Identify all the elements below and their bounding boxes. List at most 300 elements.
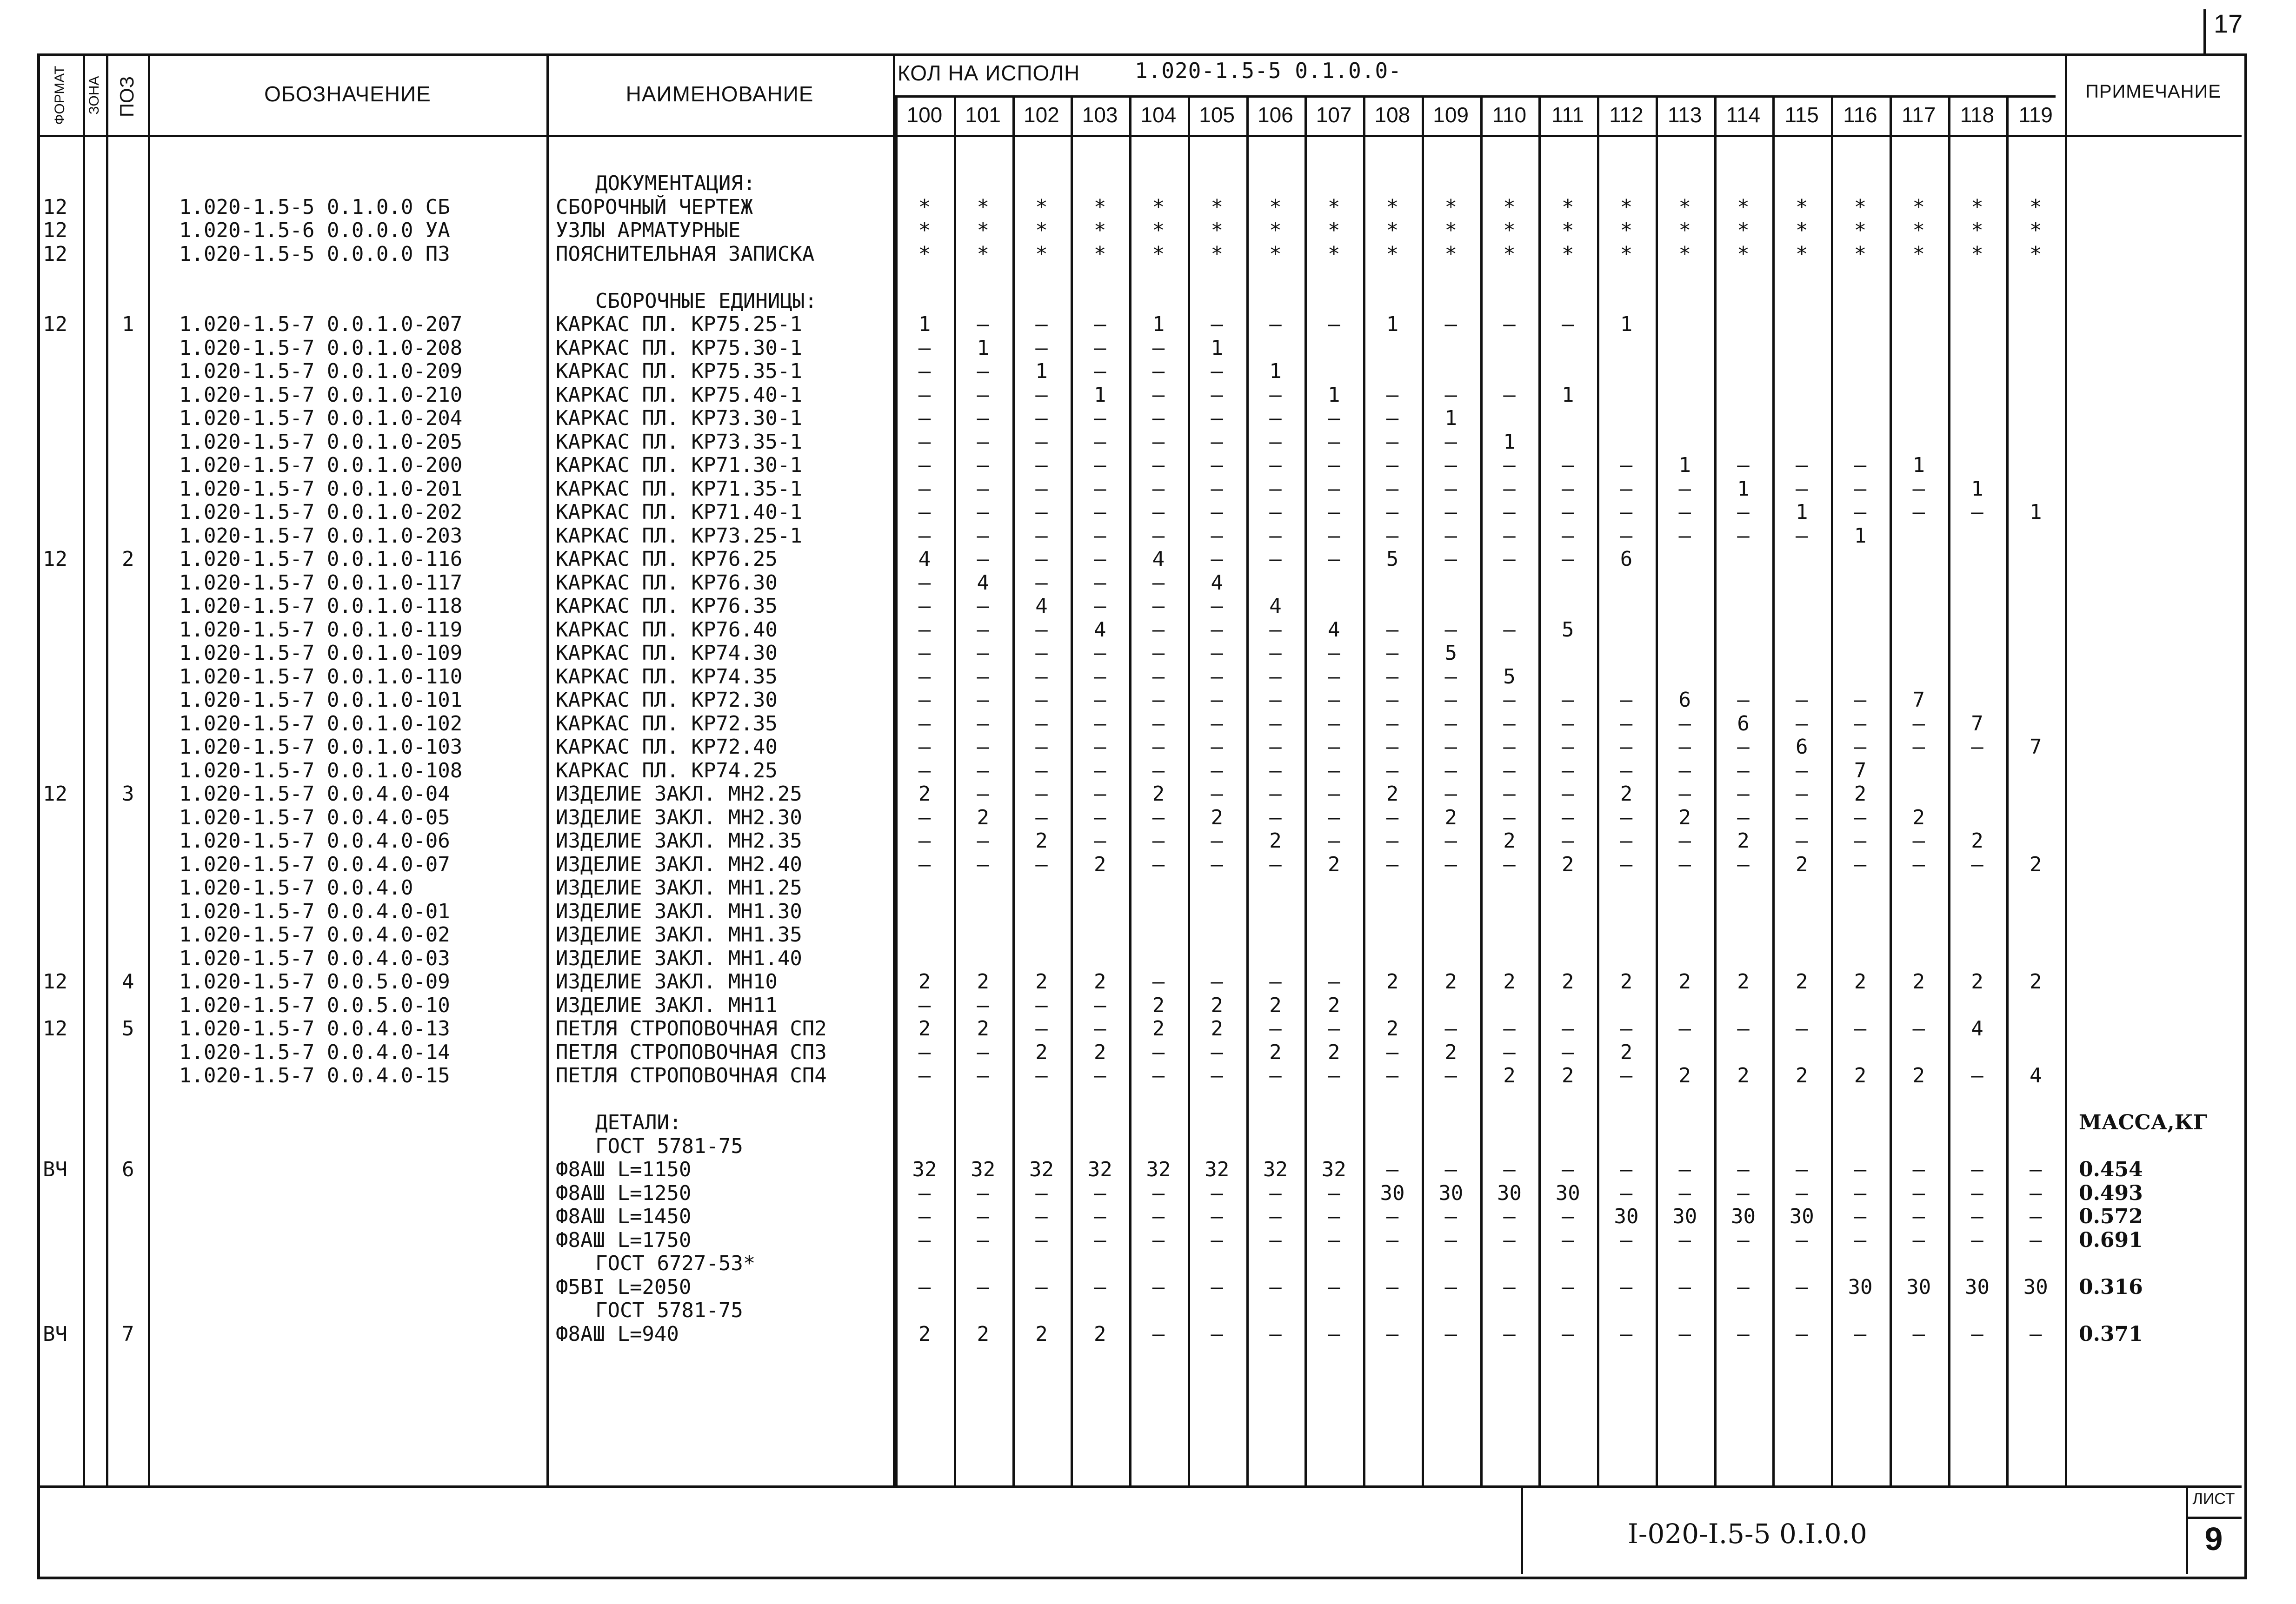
row-qty-cell: –	[1328, 1322, 1340, 1346]
row-qty-cell: –	[1562, 688, 1574, 712]
row-qty-cell: –	[1269, 547, 1282, 571]
row-qty-cell: –	[1152, 1040, 1165, 1064]
row-position: 1	[122, 312, 134, 336]
row-qty-cell: 2	[1678, 970, 1691, 994]
row-qty-cell: –	[1035, 1205, 1048, 1228]
row-qty-cell: *	[1269, 219, 1282, 242]
row-qty-cell: –	[1094, 711, 1106, 736]
row-qty-cell: *	[1796, 195, 1808, 219]
row-qty-cell: 32	[1146, 1158, 1171, 1181]
row-designation: 1.020-1.5-7 0.0.1.0-110	[179, 664, 463, 689]
row-qty-cell: –	[1269, 430, 1282, 454]
row-qty-cell: –	[1444, 430, 1457, 454]
row-qty-cell: –	[1094, 829, 1106, 853]
row-qty-cell: 4	[1035, 594, 1048, 618]
row-qty-cell: –	[1386, 383, 1399, 407]
row-qty-cell: –	[977, 547, 989, 571]
row-qty-cell: –	[1737, 735, 1750, 759]
row-note: 0.572	[2079, 1205, 2143, 1228]
row-qty-cell: –	[1796, 782, 1808, 806]
row-qty-cell: –	[1386, 1158, 1399, 1181]
row-qty-cell: –	[1269, 1228, 1282, 1252]
row-qty-cell: 4	[1094, 617, 1106, 642]
row-qty-cell: –	[1562, 524, 1574, 548]
row-qty-cell: –	[1386, 664, 1399, 689]
row-qty-cell: –	[1152, 852, 1165, 876]
row-qty-cell: –	[1971, 500, 1983, 524]
row-qty-cell: –	[1152, 1275, 1165, 1299]
row-name: СБОРОЧНЫЙ ЧЕРТЕЖ	[556, 195, 753, 219]
row-designation: 1.020-1.5-7 0.0.5.0-09	[179, 970, 450, 994]
row-qty-cell: –	[1386, 805, 1399, 829]
row-qty-cell: –	[1094, 547, 1106, 571]
row-qty-cell: 30	[1731, 1205, 1756, 1228]
row-qty-cell: –	[1152, 664, 1165, 689]
row-qty-cell: 4	[1211, 570, 1223, 595]
row-qty-cell: –	[1444, 1017, 1457, 1041]
row-qty-cell: –	[2030, 1158, 2042, 1181]
row-qty-cell: –	[1678, 1275, 1691, 1299]
row-designation: 1.020-1.5-5 0.1.0.0 СБ	[179, 195, 450, 219]
row-qty-cell: –	[918, 1228, 931, 1252]
row-designation: 1.020-1.5-7 0.0.1.0-204	[179, 406, 463, 430]
row-qty-cell: 1	[1094, 383, 1106, 407]
row-designation: 1.020-1.5-7 0.0.4.0-03	[179, 946, 450, 970]
row-qty-cell: –	[1152, 430, 1165, 454]
row-qty-cell: –	[977, 993, 989, 1017]
row-qty-cell: –	[1503, 477, 1516, 501]
row-qty-cell: –	[918, 688, 931, 712]
row-qty-cell: 2	[1094, 970, 1106, 994]
row-designation: 1.020-1.5-7 0.0.1.0-118	[179, 594, 463, 618]
row-qty-cell: –	[1386, 1322, 1399, 1346]
row-qty-cell: –	[1854, 688, 1867, 712]
row-qty-cell: –	[1444, 852, 1457, 876]
row-qty-cell: –	[1737, 1322, 1750, 1346]
row-qty-cell: 2	[1971, 829, 1983, 853]
row-qty-cell: 4	[977, 570, 989, 595]
row-qty-cell: –	[1737, 688, 1750, 712]
row-qty-cell: 2	[1269, 829, 1282, 853]
row-qty-cell: *	[1796, 242, 1808, 266]
row-qty-cell: –	[1269, 735, 1282, 759]
row-qty-cell: –	[1211, 359, 1223, 383]
variant-header: 117	[1901, 103, 1936, 127]
row-qty-cell: *	[1152, 219, 1165, 242]
row-qty-cell: –	[1035, 1064, 1048, 1087]
row-qty-cell: –	[1796, 1181, 1808, 1205]
row-qty-cell: –	[1562, 1158, 1574, 1181]
row-qty-cell: 2	[977, 805, 989, 829]
row-qty-cell: –	[1678, 782, 1691, 806]
sheet-number: 9	[2204, 1521, 2223, 1557]
row-qty-cell: 30	[1438, 1181, 1464, 1205]
row-qty-cell: –	[1211, 1228, 1223, 1252]
row-qty-cell: –	[1562, 1205, 1574, 1228]
row-qty-cell: –	[977, 782, 989, 806]
row-qty-cell: –	[1035, 664, 1048, 689]
row-qty-cell: –	[918, 1181, 931, 1205]
row-qty-cell: –	[1328, 758, 1340, 782]
row-qty-cell: –	[1444, 1322, 1457, 1346]
row-designation: 1.020-1.5-7 0.0.1.0-203	[179, 524, 463, 548]
row-qty-cell: –	[1971, 852, 1983, 876]
row-qty-cell: –	[1796, 1158, 1808, 1181]
row-qty-cell: –	[1854, 1181, 1867, 1205]
row-qty-cell: –	[1094, 641, 1106, 665]
row-qty-cell: *	[1386, 195, 1399, 219]
row-qty-cell: –	[1796, 805, 1808, 829]
row-qty-cell: *	[1737, 219, 1750, 242]
row-qty-cell: –	[1854, 453, 1867, 477]
row-qty-cell: –	[977, 383, 989, 407]
row-qty-cell: –	[918, 711, 931, 736]
row-qty-cell: –	[1444, 524, 1457, 548]
header-format: ФОРМАТ	[52, 66, 67, 125]
row-qty-cell: 32	[1321, 1158, 1346, 1181]
row-qty-cell: –	[1503, 688, 1516, 712]
row-name: ГОСТ 5781-75	[595, 1134, 743, 1158]
row-qty-cell: –	[1562, 500, 1574, 524]
row-qty-cell: –	[1678, 735, 1691, 759]
row-qty-cell: 30	[1789, 1205, 1814, 1228]
row-qty-cell: –	[1211, 453, 1223, 477]
row-qty-cell: *	[1912, 219, 1925, 242]
row-qty-cell: –	[1444, 1158, 1457, 1181]
row-qty-cell: *	[2030, 195, 2042, 219]
row-designation: 1.020-1.5-7 0.0.1.0-208	[179, 336, 463, 360]
row-name: КАРКАС ПЛ. КР75.35-1	[556, 359, 802, 383]
row-qty-cell: –	[1503, 453, 1516, 477]
row-qty-cell: 2	[1094, 852, 1106, 876]
row-qty-cell: –	[1854, 500, 1867, 524]
row-name: КАРКАС ПЛ. КР75.25-1	[556, 312, 802, 336]
row-qty-cell: 2	[1328, 1040, 1340, 1064]
row-qty-cell: –	[1971, 1322, 1983, 1346]
row-qty-cell: 1	[1854, 524, 1867, 548]
header-mid-line	[893, 95, 2056, 98]
row-qty-cell: 2	[1737, 1064, 1750, 1087]
row-name: ИЗДЕЛИЕ ЗАКЛ. МН1.40	[556, 946, 802, 970]
row-qty-cell: –	[1269, 711, 1282, 736]
row-qty-cell: –	[1796, 453, 1808, 477]
row-qty-cell: *	[1971, 242, 1983, 266]
row-qty-cell: –	[1796, 688, 1808, 712]
footer-divider	[1521, 1485, 1523, 1574]
row-qty-cell: 6	[1796, 735, 1808, 759]
footer-top-line	[37, 1485, 2242, 1488]
row-qty-cell: 2	[1503, 829, 1516, 853]
row-qty-cell: –	[1035, 1017, 1048, 1041]
row-qty-cell: –	[1503, 524, 1516, 548]
row-designation: 1.020-1.5-7 0.0.4.0-15	[179, 1064, 450, 1087]
row-qty-cell: *	[1620, 219, 1633, 242]
row-qty-cell: –	[1094, 336, 1106, 360]
row-qty-cell: 2	[1620, 970, 1633, 994]
row-name: ИЗДЕЛИЕ ЗАКЛ. МН2.35	[556, 829, 802, 853]
row-qty-cell: –	[918, 336, 931, 360]
row-qty-cell: *	[1503, 219, 1516, 242]
row-qty-cell: –	[1386, 852, 1399, 876]
row-qty-cell: –	[1035, 1228, 1048, 1252]
row-qty-cell: –	[1444, 664, 1457, 689]
row-qty-cell: 1	[1562, 383, 1574, 407]
row-qty-cell: –	[1152, 1064, 1165, 1087]
row-qty-cell: *	[1912, 242, 1925, 266]
row-qty-cell: –	[1035, 453, 1048, 477]
row-qty-cell: –	[1328, 782, 1340, 806]
row-name: ПЕТЛЯ СТРОПОВОЧНАЯ СП3	[556, 1040, 827, 1064]
row-qty-cell: –	[1035, 641, 1048, 665]
row-qty-cell: –	[1094, 312, 1106, 336]
row-qty-cell: 2	[1386, 1017, 1399, 1041]
row-qty-cell: –	[1152, 524, 1165, 548]
row-qty-cell: *	[1094, 219, 1106, 242]
row-qty-cell: 4	[918, 547, 931, 571]
row-qty-cell: –	[1035, 406, 1048, 430]
row-qty-cell: 30	[1848, 1275, 1873, 1299]
row-qty-cell: –	[977, 664, 989, 689]
row-qty-cell: –	[1620, 758, 1633, 782]
row-name: Ф8АШ L=1750	[556, 1228, 692, 1252]
row-qty-cell: –	[1211, 758, 1223, 782]
row-qty-cell: *	[1094, 195, 1106, 219]
variant-header: 107	[1316, 103, 1352, 127]
row-qty-cell: –	[1328, 500, 1340, 524]
row-name: ДОКУМЕНТАЦИЯ:	[595, 172, 756, 195]
row-qty-cell: –	[1094, 1205, 1106, 1228]
row-qty-cell: –	[1386, 641, 1399, 665]
header-qty-label: КОЛ НА ИСПОЛН	[898, 61, 1080, 85]
row-qty-cell: –	[1444, 711, 1457, 736]
row-qty-cell: –	[1035, 617, 1048, 642]
row-qty-cell: –	[1678, 1017, 1691, 1041]
row-qty-cell: 2	[1444, 805, 1457, 829]
row-qty-cell: –	[1503, 758, 1516, 782]
row-qty-cell: –	[1152, 1322, 1165, 1346]
sheet-label: ЛИСТ	[2192, 1490, 2235, 1508]
row-qty-cell: –	[1328, 641, 1340, 665]
row-qty-cell: –	[918, 1275, 931, 1299]
row-qty-cell: –	[1094, 1228, 1106, 1252]
row-qty-cell: –	[1211, 664, 1223, 689]
row-qty-cell: –	[918, 500, 931, 524]
row-qty-cell: –	[1386, 1275, 1399, 1299]
row-qty-cell: –	[1444, 312, 1457, 336]
variant-header: 100	[906, 103, 943, 127]
row-qty-cell: –	[1503, 383, 1516, 407]
row-qty-cell: –	[1562, 1017, 1574, 1041]
row-qty-cell: –	[1269, 524, 1282, 548]
row-qty-cell: *	[1971, 195, 1983, 219]
row-qty-cell: –	[1620, 805, 1633, 829]
row-qty-cell: –	[977, 711, 989, 736]
row-format: 12	[43, 1017, 67, 1041]
row-qty-cell: –	[918, 1205, 931, 1228]
row-qty-cell: –	[1269, 617, 1282, 642]
row-qty-cell: 5	[1562, 617, 1574, 642]
row-qty-cell: –	[1620, 1017, 1633, 1041]
row-qty-cell: –	[1737, 524, 1750, 548]
row-qty-cell: *	[977, 242, 989, 266]
row-qty-cell: –	[1737, 1228, 1750, 1252]
row-qty-cell: –	[1035, 524, 1048, 548]
row-qty-cell: –	[977, 1275, 989, 1299]
row-qty-cell: –	[1328, 477, 1340, 501]
row-name: КАРКАС ПЛ. КР75.30-1	[556, 336, 802, 360]
row-qty-cell: –	[1444, 617, 1457, 642]
row-qty-cell: –	[1035, 688, 1048, 712]
row-designation: 1.020-1.5-7 0.0.4.0-04	[179, 782, 450, 806]
row-qty-cell: –	[1444, 453, 1457, 477]
row-qty-cell: *	[1211, 242, 1223, 266]
row-format: 12	[43, 547, 67, 571]
row-qty-cell: 2	[1854, 782, 1867, 806]
row-qty-cell: –	[1152, 477, 1165, 501]
row-qty-cell: 2	[1269, 993, 1282, 1017]
row-qty-cell: –	[1152, 500, 1165, 524]
row-qty-cell: –	[1678, 1181, 1691, 1205]
row-qty-cell: 1	[1912, 453, 1925, 477]
row-qty-cell: –	[918, 453, 931, 477]
row-name: Ф8АШ L=1150	[556, 1158, 692, 1181]
row-qty-cell: –	[1211, 406, 1223, 430]
row-qty-cell: –	[1328, 406, 1340, 430]
footer-sheet-line	[2186, 1517, 2242, 1519]
row-designation: 1.020-1.5-7 0.0.1.0-201	[179, 477, 463, 501]
row-qty-cell: 2	[1269, 1040, 1282, 1064]
row-qty-cell: –	[1912, 852, 1925, 876]
row-qty-cell: –	[977, 477, 989, 501]
row-qty-cell: 1	[1503, 430, 1516, 454]
row-designation: 1.020-1.5-7 0.0.4.0-07	[179, 852, 450, 876]
row-qty-cell: –	[1503, 617, 1516, 642]
row-qty-cell: –	[1035, 547, 1048, 571]
row-position: 7	[122, 1322, 134, 1346]
row-qty-cell: –	[1620, 453, 1633, 477]
row-qty-cell: –	[1386, 617, 1399, 642]
row-qty-cell: –	[1035, 1275, 1048, 1299]
row-qty-cell: –	[1328, 1228, 1340, 1252]
row-qty-cell: –	[1562, 1228, 1574, 1252]
row-qty-cell: *	[1912, 195, 1925, 219]
row-qty-cell: –	[1269, 852, 1282, 876]
row-qty-cell: –	[1503, 852, 1516, 876]
row-qty-cell: –	[1269, 664, 1282, 689]
row-qty-cell: –	[977, 524, 989, 548]
row-qty-cell: 2	[1620, 782, 1633, 806]
row-qty-cell: –	[1678, 758, 1691, 782]
row-qty-cell: –	[1152, 617, 1165, 642]
variant-header: 112	[1609, 103, 1644, 127]
row-qty-cell: –	[1737, 1181, 1750, 1205]
row-qty-cell: 2	[1211, 1017, 1223, 1041]
row-qty-cell: 1	[918, 312, 931, 336]
row-qty-cell: *	[1269, 242, 1282, 266]
row-qty-cell: 32	[1205, 1158, 1230, 1181]
row-qty-cell: 2	[1912, 1064, 1925, 1087]
row-qty-cell: –	[977, 430, 989, 454]
row-qty-cell: –	[1152, 805, 1165, 829]
row-qty-cell: –	[977, 641, 989, 665]
row-qty-cell: –	[1152, 711, 1165, 736]
row-qty-cell: –	[1912, 1181, 1925, 1205]
row-qty-cell: –	[918, 829, 931, 853]
row-qty-cell: –	[1562, 547, 1574, 571]
row-qty-cell: –	[918, 406, 931, 430]
row-designation: 1.020-1.5-7 0.0.4.0-05	[179, 805, 450, 829]
row-name: Ф8АШ L=940	[556, 1322, 679, 1346]
row-qty-cell: *	[1796, 219, 1808, 242]
row-qty-cell: –	[2030, 1322, 2042, 1346]
row-qty-cell: –	[1620, 852, 1633, 876]
row-qty-cell: 2	[1912, 970, 1925, 994]
row-qty-cell: –	[1854, 1228, 1867, 1252]
row-qty-cell: 7	[1854, 758, 1867, 782]
row-qty-cell: 32	[971, 1158, 996, 1181]
row-designation: 1.020-1.5-7 0.0.4.0-06	[179, 829, 450, 853]
row-qty-cell: –	[1737, 1275, 1750, 1299]
row-qty-cell: –	[1386, 430, 1399, 454]
row-qty-cell: –	[1328, 312, 1340, 336]
row-qty-cell: 2	[1737, 829, 1750, 853]
row-qty-cell: *	[977, 195, 989, 219]
row-name: КАРКАС ПЛ. КР76.30	[556, 570, 778, 595]
row-qty-cell: –	[1211, 1275, 1223, 1299]
row-qty-cell: –	[1386, 1228, 1399, 1252]
row-qty-cell: –	[1737, 758, 1750, 782]
row-name: ИЗДЕЛИЕ ЗАКЛ. МН1.30	[556, 899, 802, 923]
row-qty-cell: *	[1152, 242, 1165, 266]
row-qty-cell: –	[1035, 782, 1048, 806]
row-qty-cell: 30	[1965, 1275, 1990, 1299]
row-designation: 1.020-1.5-7 0.0.4.0-14	[179, 1040, 450, 1064]
row-qty-cell: –	[1152, 336, 1165, 360]
row-name: КАРКАС ПЛ. КР73.25-1	[556, 524, 802, 548]
row-qty-cell: –	[1211, 617, 1223, 642]
row-qty-cell: 1	[1328, 383, 1340, 407]
row-qty-cell: –	[1444, 500, 1457, 524]
row-qty-cell: –	[1269, 312, 1282, 336]
row-qty-cell: –	[1562, 829, 1574, 853]
row-qty-cell: *	[918, 219, 931, 242]
row-designation: 1.020-1.5-7 0.0.1.0-101	[179, 688, 463, 712]
row-qty-cell: –	[1854, 711, 1867, 736]
row-qty-cell: –	[977, 1064, 989, 1087]
row-qty-cell: –	[1386, 1064, 1399, 1087]
row-qty-cell: –	[1562, 1040, 1574, 1064]
row-qty-cell: –	[1678, 711, 1691, 736]
row-qty-cell: 2	[1678, 1064, 1691, 1087]
row-qty-cell: 2	[1912, 805, 1925, 829]
row-name: ПОЯСНИТЕЛЬНАЯ ЗАПИСКА	[556, 242, 815, 266]
row-qty-cell: 2	[1152, 1017, 1165, 1041]
header-qty-code: 1.020-1.5-5 0.1.0.0-	[1135, 58, 1402, 83]
variant-header: 113	[1667, 103, 1702, 127]
row-qty-cell: 2	[1328, 993, 1340, 1017]
row-qty-cell: –	[1094, 570, 1106, 595]
row-qty-cell: –	[1211, 383, 1223, 407]
row-qty-cell: 1	[1386, 312, 1399, 336]
row-designation: 1.020-1.5-7 0.0.1.0-108	[179, 758, 463, 782]
row-qty-cell: –	[1912, 500, 1925, 524]
row-name: КАРКАС ПЛ. КР73.30-1	[556, 406, 802, 430]
row-qty-cell: –	[1444, 547, 1457, 571]
row-qty-cell: –	[1912, 1205, 1925, 1228]
row-qty-cell: –	[1971, 1064, 1983, 1087]
row-qty-cell: –	[1269, 1275, 1282, 1299]
row-qty-cell: –	[1386, 453, 1399, 477]
